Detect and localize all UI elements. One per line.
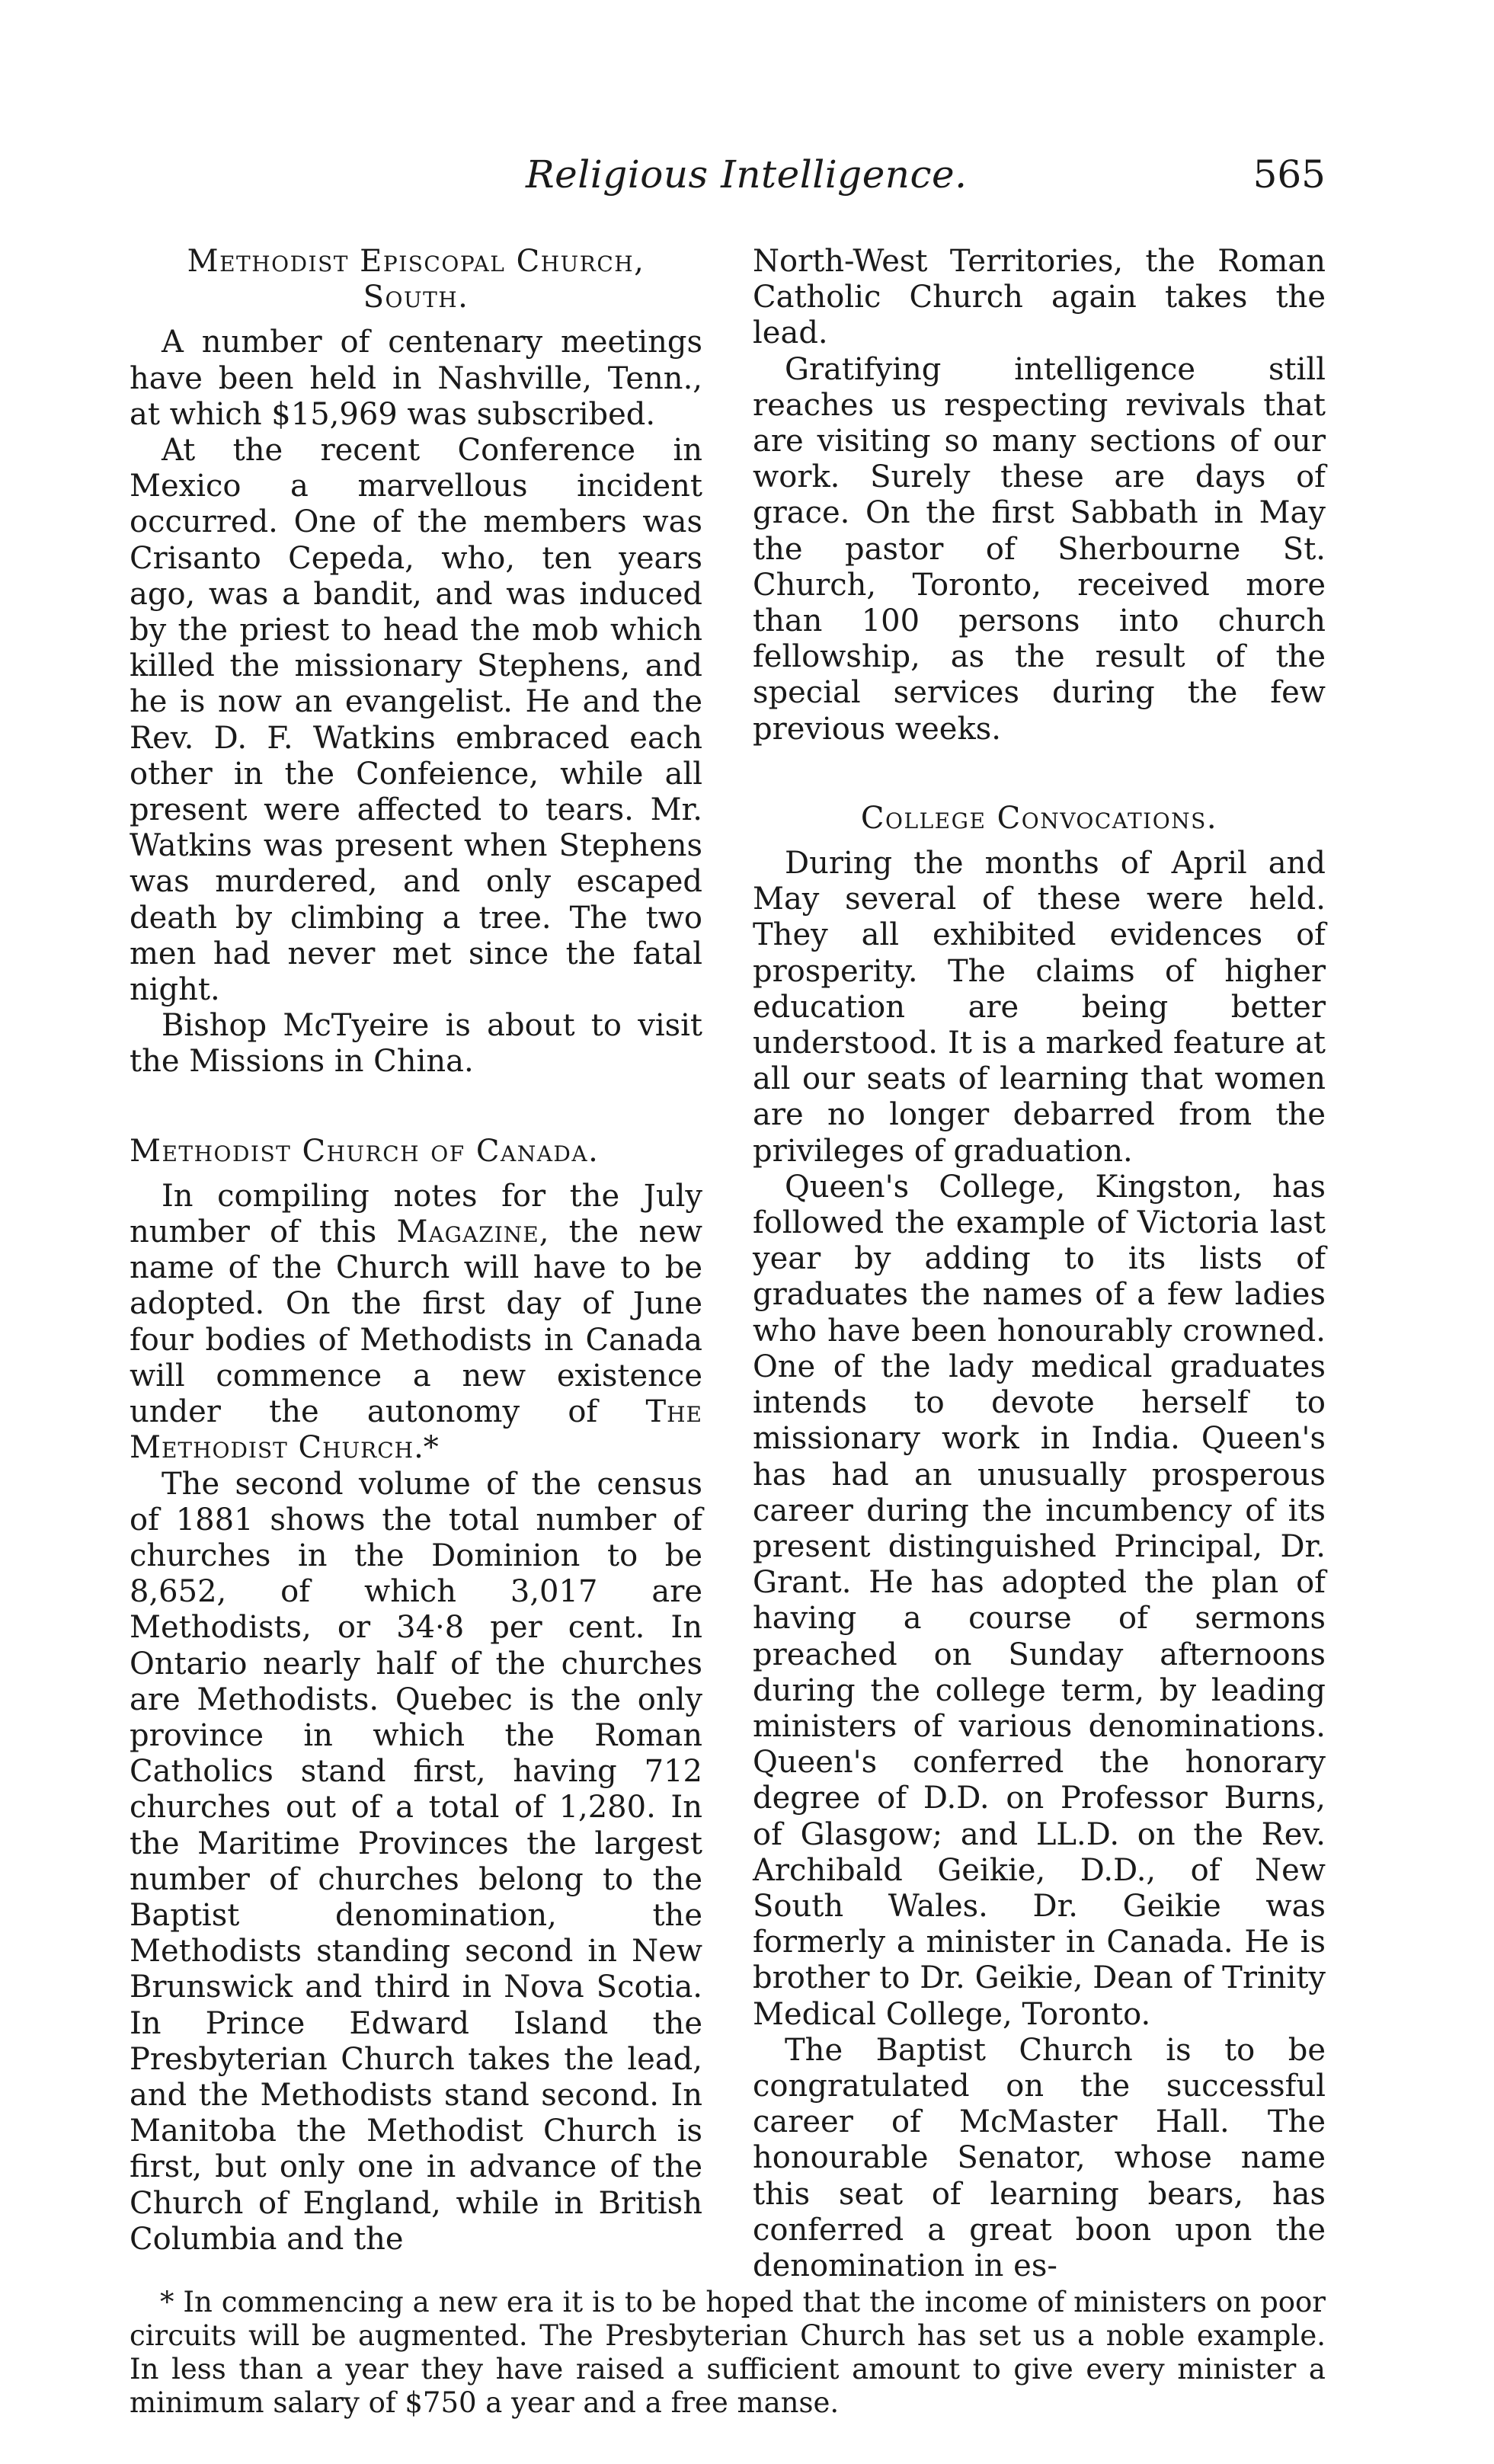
- section-heading-methodist-episcopal-south: Methodist Episcopal Church, South.: [187, 244, 645, 315]
- paragraph-convocations: During the months of April and May several of these were held. They all exhibited evidences of prosperity. The claims of higher education are being better understood. It is a marked feature at all our seats of learning that women are no longer debarred from the privileges of graduation.: [753, 846, 1326, 1169]
- running-title: Religious Intelligence.: [526, 152, 968, 197]
- right-column: [753, 244, 1326, 2284]
- text-segment: In compiling notes for the July number of this: [130, 1178, 702, 1250]
- section-heading-methodist-church-canada: Methodist Church of Canada.: [130, 1133, 600, 1169]
- section-spacer: [753, 747, 1326, 801]
- paragraph-centenary-meetings: A number of centenary meetings have been held in Nashville, Tenn., at which $15,969 was subscribed.: [130, 325, 702, 432]
- paragraph-queens-college: Queen's College, Kingston, has followed the example of Victoria last year by adding to its lists of graduates the names of a few ladies who have been honourably crowned. One of the lady medical graduates intends to devote herself to missionary work in India. Queen's has had an unusually prosperous career during the incumbency of its present distinguished Principal, Dr. Grant. He has adopted the plan of having a course of sermons preached on Sunday afternoons during the college term, by leading ministers of various denominations. Queen's conferred the honorary degree of D.D. on Professor Burns, of Glasgow; and LL.D. on the Rev. Archibald Geikie, D.D., of New South Wales. Dr. Geikie was formerly a minister in Canada. He is brother to Dr. Geikie, Dean of Trinity Medical College, Toronto.: [753, 1169, 1326, 2032]
- paragraph-mexico-conference: At the recent Conference in Mexico a marvellous incident occurred. One of the members was Crisanto Cepeda, who, ten years ago, was a bandit, and was induced by the priest to head the mob which killed the missionary Stephens, and he is now an evangelist. He and the Rev. D. F. Watkins embraced each other in the Confeience, while all present were affected to tears. Mr. Watkins was present when Stephens was murdered, and only escaped death by climbing a tree. The two men had never met since the fatal night.: [130, 433, 702, 1008]
- left-column: [130, 244, 702, 2258]
- paragraph-census: The second volume of the census of 1881 shows the total number of churches in the Dominion to be 8,652, of which 3,017 are Methodists, or 34·8 per cent. In Ontario nearly half of the churches are Methodists. Quebec is the only province in which the Roman Catholics stand first, having 712 churches out of a total of 1,280. In the Maritime Provinces the largest number of churches belong to the Baptist denomination, the Methodists standing second in New Brunswick and third in Nova Scotia. In Prince Edward Island the Presbyterian Church takes the lead, and the Methodists stand second. In Manitoba the Methodist Church is first, but only one in advance of the Church of England, while in British Columbia and the: [130, 1466, 702, 2257]
- paragraph-revivals: Gratifying intelligence still reaches us respecting revivals that are visiting so many sections of our work. Surely these are days of grace. On the first Sabbath in May the pastor of Sherbourne St. Church, Toronto, received more than 100 persons into church fellowship, as the result of the special services during the few previous weeks.: [753, 351, 1326, 747]
- church-name: The Methodist Church: [130, 1394, 702, 1466]
- footnote-marker: .*: [414, 1430, 439, 1466]
- paragraph-continuation: North-West Territories, the Roman Catholic Church again takes the lead.: [753, 244, 1326, 351]
- paragraph-bishop-mctyeire: Bishop McTyeire is about to visit the Missions in China.: [130, 1008, 702, 1080]
- section-heading-college-convocations: College Convocations.: [860, 800, 1218, 836]
- text-segment: , the new name of the Church will have to be adopted. On the first day of June four bodies of Methodists in Canada will commence a new existence under the autonomy of: [130, 1214, 702, 1430]
- page-number: 565: [1252, 152, 1326, 197]
- section-spacer: [130, 1080, 702, 1134]
- magazine-name: Magazine: [396, 1214, 539, 1250]
- running-header: [130, 152, 1326, 206]
- footnote: [130, 2286, 1326, 2420]
- paragraph-mcmaster-hall: The Baptist Church is to be congratulated on the successful career of McMaster Hall. The honourable Senator, whose name this seat of learning bears, has conferred a great boon upon the denomination in es-: [753, 2032, 1326, 2283]
- paragraph-july-number: [130, 1179, 702, 1467]
- footnote-text: * In commencing a new era it is to be hoped that the income of ministers on poor circuits will be augmented. The Presbyterian Church has set us a noble example. In less than a year they have raised a sufficient amount to give every minister a minimum salary of $750 a year and a free manse.: [130, 2286, 1326, 2419]
